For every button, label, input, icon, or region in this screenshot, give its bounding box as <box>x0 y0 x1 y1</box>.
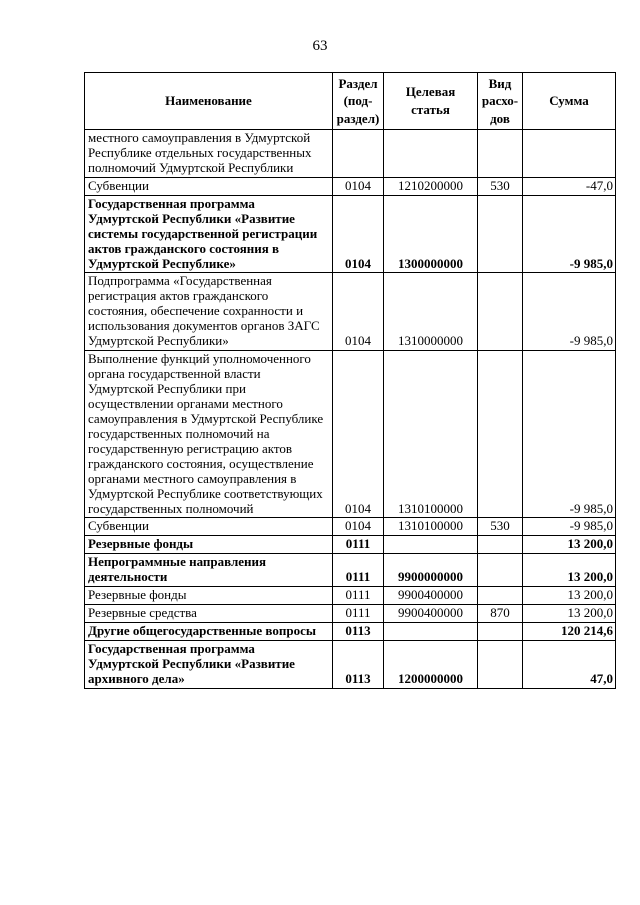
cell-name: Государственная программа Удмуртской Республики «Развитие системы государственной регистрации актов гражданского состояния в Удмуртской Республике» <box>85 195 333 273</box>
cell-sum: 13 200,0 <box>523 605 616 623</box>
header-name: Наименование <box>85 73 333 130</box>
cell-sum: 120 214,6 <box>523 623 616 641</box>
cell-target: 1300000000 <box>384 195 478 273</box>
cell-target: 1310000000 <box>384 273 478 351</box>
cell-type <box>478 130 523 178</box>
cell-target: 9900400000 <box>384 605 478 623</box>
cell-section: 0111 <box>333 536 384 554</box>
cell-target <box>384 536 478 554</box>
cell-sum: 13 200,0 <box>523 536 616 554</box>
table-row <box>85 536 616 554</box>
cell-section: 0104 <box>333 177 384 195</box>
cell-type <box>478 273 523 351</box>
cell-name: Выполнение функций уполномоченного органа государственной власти Удмуртской Республики при осуществлении органами местного самоуправления в Удмуртской Республике государственных полномочий на государственную регистрацию актов гражданского состояния, осуществление органами местного самоуправления в Удмуртской Республике соответствующих государственных полномочий <box>85 351 333 518</box>
cell-target: 1210200000 <box>384 177 478 195</box>
cell-type <box>478 351 523 518</box>
cell-sum: 13 200,0 <box>523 587 616 605</box>
cell-name: Резервные фонды <box>85 587 333 605</box>
cell-section: 0113 <box>333 641 384 689</box>
cell-section: 0111 <box>333 605 384 623</box>
cell-type: 530 <box>478 518 523 536</box>
table-row <box>85 273 616 351</box>
cell-name: Субвенции <box>85 177 333 195</box>
cell-type: 870 <box>478 605 523 623</box>
cell-target <box>384 623 478 641</box>
budget-table <box>84 72 616 689</box>
cell-type <box>478 195 523 273</box>
cell-section: 0104 <box>333 195 384 273</box>
cell-sum <box>523 130 616 178</box>
table-row <box>85 195 616 273</box>
table-row <box>85 554 616 587</box>
cell-name: Подпрограмма «Государственная регистрация актов гражданского состояния, обеспечение сохранности и использования документов органов ЗАГС Удмуртской Республики» <box>85 273 333 351</box>
cell-type: 530 <box>478 177 523 195</box>
cell-section: 0113 <box>333 623 384 641</box>
table-row <box>85 177 616 195</box>
header-section: Раздел (под-раздел) <box>333 73 384 130</box>
cell-name: Государственная программа Удмуртской Республики «Развитие архивного дела» <box>85 641 333 689</box>
table-row <box>85 641 616 689</box>
page-number: 63 <box>312 38 328 54</box>
table-row <box>85 351 616 518</box>
cell-sum: 47,0 <box>523 641 616 689</box>
cell-sum: -47,0 <box>523 177 616 195</box>
cell-target: 1200000000 <box>384 641 478 689</box>
header-target: Целевая статья <box>384 73 478 130</box>
cell-type <box>478 623 523 641</box>
table-row <box>85 605 616 623</box>
cell-name: Субвенции <box>85 518 333 536</box>
cell-target: 9900400000 <box>384 587 478 605</box>
table-header-row <box>85 73 616 130</box>
cell-name: Другие общегосударственные вопросы <box>85 623 333 641</box>
header-type: Вид расхо-дов <box>478 73 523 130</box>
cell-target: 9900000000 <box>384 554 478 587</box>
header-sum: Сумма <box>523 73 616 130</box>
cell-type <box>478 587 523 605</box>
cell-type <box>478 641 523 689</box>
cell-target: 1310100000 <box>384 518 478 536</box>
cell-section <box>333 130 384 178</box>
cell-sum: -9 985,0 <box>523 195 616 273</box>
cell-sum: -9 985,0 <box>523 351 616 518</box>
cell-section: 0104 <box>333 351 384 518</box>
cell-section: 0111 <box>333 554 384 587</box>
cell-name: Резервные фонды <box>85 536 333 554</box>
cell-sum: 13 200,0 <box>523 554 616 587</box>
cell-name: Резервные средства <box>85 605 333 623</box>
cell-type <box>478 554 523 587</box>
table-row <box>85 518 616 536</box>
table-row <box>85 623 616 641</box>
cell-sum: -9 985,0 <box>523 518 616 536</box>
table-body <box>85 130 616 689</box>
cell-section: 0111 <box>333 587 384 605</box>
cell-name: Непрограммные направления деятельности <box>85 554 333 587</box>
cell-sum: -9 985,0 <box>523 273 616 351</box>
table-row <box>85 587 616 605</box>
table-row <box>85 130 616 178</box>
cell-type <box>478 536 523 554</box>
cell-section: 0104 <box>333 273 384 351</box>
cell-target <box>384 130 478 178</box>
cell-name: местного самоуправления в Удмуртской Республике отдельных государственных полномочий Удмуртской Республики <box>85 130 333 178</box>
cell-target: 1310100000 <box>384 351 478 518</box>
cell-section: 0104 <box>333 518 384 536</box>
